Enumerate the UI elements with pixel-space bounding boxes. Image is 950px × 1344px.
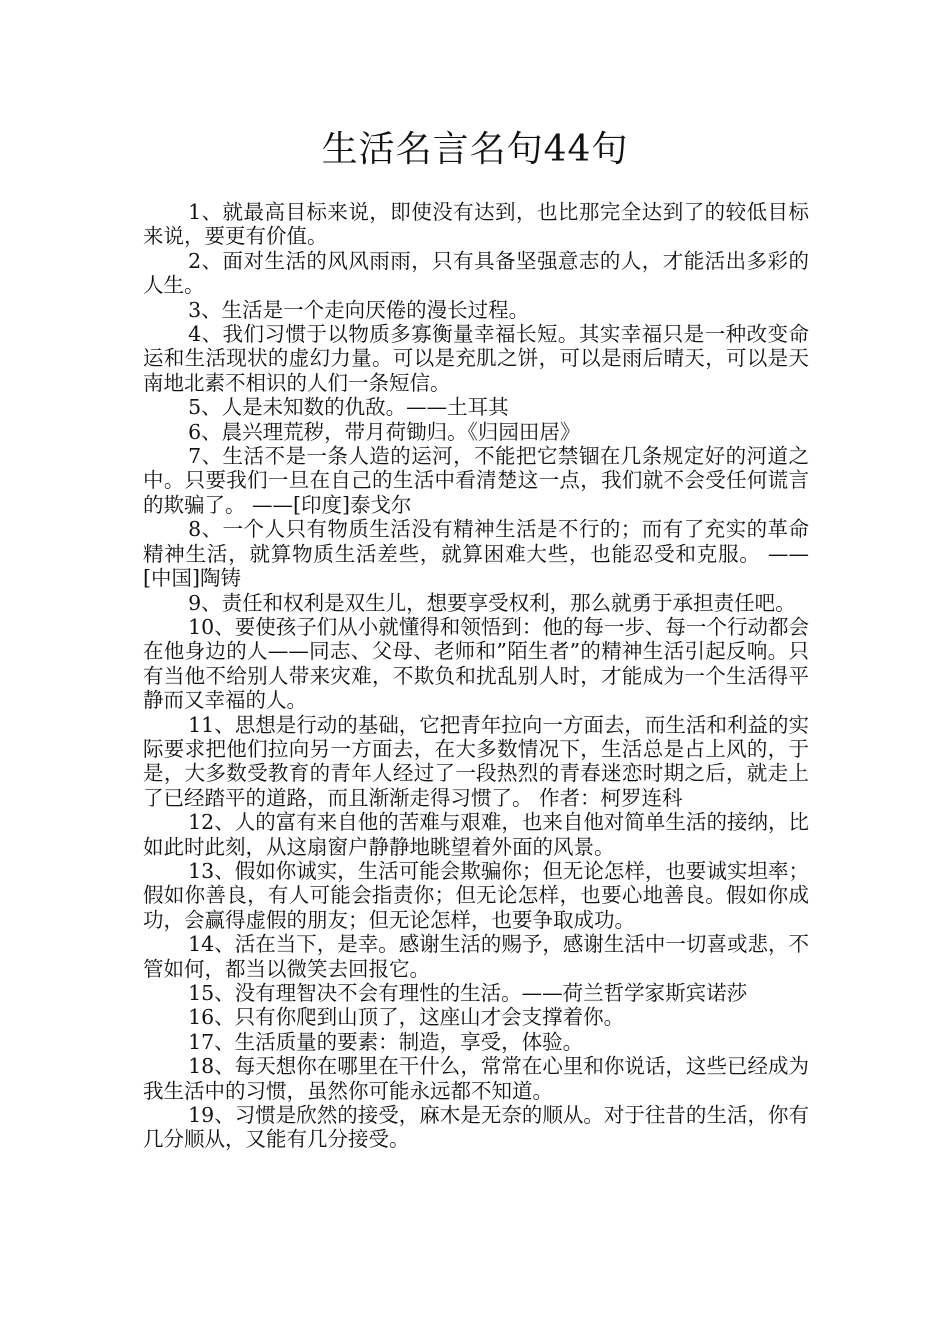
quote-paragraph-10: 10、要使孩子们从小就懂得和领悟到：他的每一步、每一个行动都会在他身边的人——同志、父母、老师和”陌生者”的精神生活引起反响。只有当他不给别人带来灾难，不欺负和扰乱别人时，才能成为一个生活得平静而又幸福的人。	[143, 614, 809, 713]
quote-paragraph-12: 12、人的富有来自他的苦难与艰难，也来自他对简单生活的接纳，比如此时此刻，从这扇窗户静静地眺望着外面的风景。	[143, 810, 809, 859]
quote-paragraph-6: 6、晨兴理荒秽，带月荷锄归。《归园田居》	[188, 419, 581, 444]
quote-paragraph-16: 16、只有你爬到山顶了，这座山才会支撑着你。	[188, 1005, 625, 1030]
quote-paragraph-1: 1、就最高目标来说，即使没有达到，也比那完全达到了的较低目标来说，要更有价值。	[143, 200, 809, 249]
quote-paragraph-18: 18、每天想你在哪里在干什么，常常在心里和你说话，这些已经成为我生活中的习惯，虽然你可能永远都不知道。	[143, 1054, 809, 1103]
quote-paragraph-19: 19、习惯是欣然的接受，麻木是无奈的顺从。对于往昔的生活，你有几分顺从，又能有几分接受。	[143, 1103, 809, 1152]
quote-paragraph-15: 15、没有理智决不会有理性的生活。——荷兰哲学家斯宾诺莎	[188, 981, 748, 1005]
quote-paragraph-14: 14、活在当下，是幸。感谢生活的赐予，感谢生活中一切喜或悲，不管如何，都当以微笑去回报它。	[143, 932, 809, 981]
quote-paragraph-8: 8、一个人只有物质生活没有精神生活是不行的；而有了充实的革命精神生活，就算物质生活差些，就算困难大些，也能忍受和克服。 ——[中国]陶铸	[143, 517, 809, 591]
quote-paragraph-9: 9、责任和权利是双生儿，想要享受权利，那么就勇于承担责任吧。	[188, 590, 796, 615]
quote-paragraph-7: 7、生活不是一条人造的运河，不能把它禁锢在几条规定好的河道之中。只要我们一旦在自己的生活中看清楚这一点，我们就不会受任何谎言的欺骗了。 ——[印度]泰戈尔	[143, 444, 809, 517]
quote-paragraph-13: 13、假如你诚实，生活可能会欺骗你；但无论怎样，也要诚实坦率；假如你善良，有人可能会指责你；但无论怎样，也要心地善良。假如你成功，会赢得虚假的朋友；但无论怎样，也要争取成功。	[143, 858, 809, 932]
quote-paragraph-4: 4、我们习惯于以物质多寡衡量幸福长短。其实幸福只是一种改变命运和生活现状的虚幻力量。可以是充肌之饼，可以是雨后晴天，可以是天南地北素不相识的人们一条短信。	[143, 322, 809, 395]
quote-paragraph-11: 11、思想是行动的基础，它把青年拉向一方面去，而生活和利益的实际要求把他们拉向另一方面去，在大多数情况下，生活总是占上风的，于是，大多数受教育的青年人经过了一段热烈的青春迷恋时期之后，就走上了已经踏平的道路，而且渐渐走得习惯了。 作者：柯罗连科	[143, 712, 809, 810]
document-title: 生活名言名句44句	[321, 129, 629, 170]
quote-paragraph-17: 17、生活质量的要素：制造，享受，体验。	[188, 1029, 584, 1054]
document-body	[143, 200, 809, 1152]
quote-paragraph-5: 5、人是未知数的仇敌。——土耳其	[188, 395, 509, 420]
quote-paragraph-3: 3、生活是一个走向厌倦的漫长过程。	[188, 297, 530, 322]
quote-paragraph-2: 2、面对生活的风风雨雨，只有具备坚强意志的人，才能活出多彩的人生。	[143, 248, 809, 298]
